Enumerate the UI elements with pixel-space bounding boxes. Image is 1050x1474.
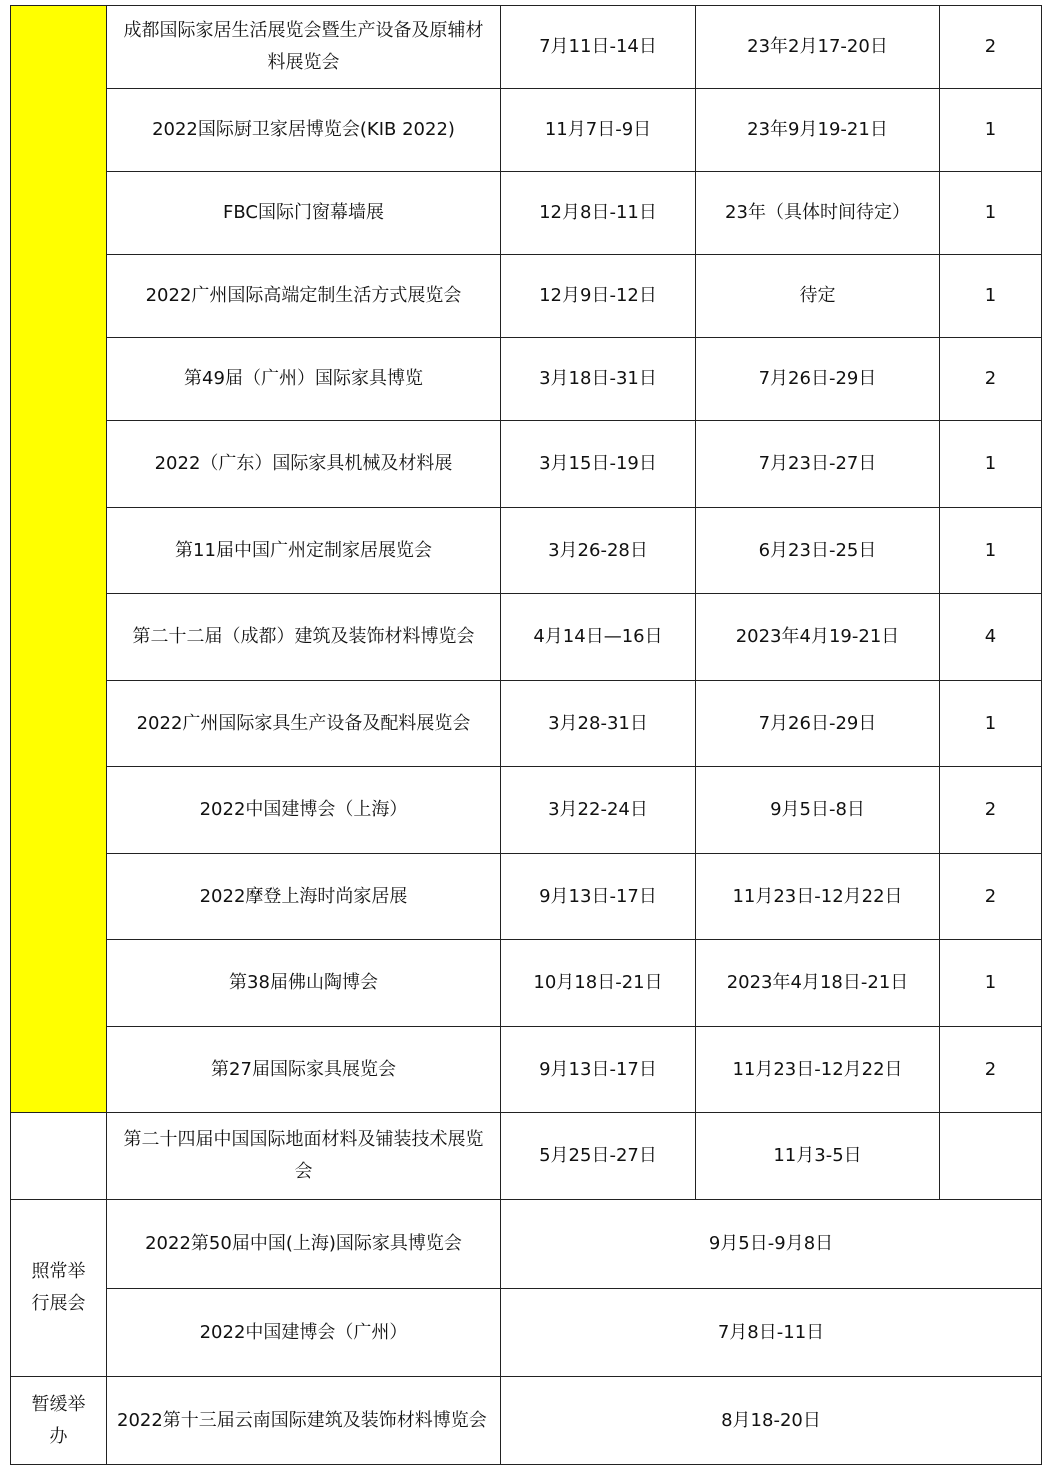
rescheduled-date: 待定 [696, 255, 940, 338]
category-cell-as-scheduled: 照常举行展会 [11, 1200, 107, 1377]
count: 2 [940, 767, 1042, 854]
exhibition-name: 2022广州国际高端定制生活方式展览会 [107, 255, 501, 338]
rescheduled-date: 11月23日-12月22日 [696, 854, 940, 940]
table-row [11, 89, 1042, 172]
table-row [11, 1289, 1042, 1377]
exhibition-name: 第11届中国广州定制家居展览会 [107, 508, 501, 594]
count: 1 [940, 255, 1042, 338]
original-date: 12月9日-12日 [501, 255, 696, 338]
rescheduled-date: 2023年4月19-21日 [696, 594, 940, 681]
table-row [11, 172, 1042, 255]
count: 1 [940, 508, 1042, 594]
original-date: 9月13日-17日 [501, 854, 696, 940]
table-row [11, 1113, 1042, 1200]
original-date: 3月28-31日 [501, 681, 696, 767]
original-date: 3月22-24日 [501, 767, 696, 854]
count: 4 [940, 594, 1042, 681]
rescheduled-date: 23年9月19-21日 [696, 89, 940, 172]
count: 1 [940, 172, 1042, 255]
exhibition-name: 第27届国际家具展览会 [107, 1027, 501, 1113]
count: 2 [940, 854, 1042, 940]
original-date: 4月14日—16日 [501, 594, 696, 681]
exhibition-name: 2022国际厨卫家居博览会(KIB 2022) [107, 89, 501, 172]
exhibition-name: 2022广州国际家具生产设备及配料展览会 [107, 681, 501, 767]
original-date: 11月7日-9日 [501, 89, 696, 172]
rescheduled-date: 23年2月17-20日 [696, 6, 940, 89]
category-cell-postponed [11, 6, 107, 1113]
exhibition-name: 2022中国建博会（广州） [107, 1289, 501, 1377]
original-date: 9月13日-17日 [501, 1027, 696, 1113]
category-cell-suspended: 暂缓举办 [11, 1377, 107, 1465]
exhibition-dates: 8月18-20日 [501, 1377, 1042, 1465]
exhibition-name: 第38届佛山陶博会 [107, 940, 501, 1027]
table-row [11, 508, 1042, 594]
table-row [11, 767, 1042, 854]
exhibition-name: 2022中国建博会（上海） [107, 767, 501, 854]
table-row [11, 854, 1042, 940]
rescheduled-date: 7月23日-27日 [696, 421, 940, 508]
exhibition-name: 2022（广东）国际家具机械及材料展 [107, 421, 501, 508]
table-row [11, 1377, 1042, 1465]
exhibition-dates: 9月5日-9月8日 [501, 1200, 1042, 1289]
count [940, 1113, 1042, 1200]
original-date: 10月18日-21日 [501, 940, 696, 1027]
count: 1 [940, 89, 1042, 172]
rescheduled-date: 7月26日-29日 [696, 338, 940, 421]
exhibition-table [10, 5, 1042, 1465]
exhibition-name: 第二十二届（成都）建筑及装饰材料博览会 [107, 594, 501, 681]
exhibition-name: 第二十四届中国国际地面材料及铺装技术展览会 [107, 1113, 501, 1200]
table-row [11, 1200, 1042, 1289]
rescheduled-date: 9月5日-8日 [696, 767, 940, 854]
exhibition-name: 2022第50届中国(上海)国际家具博览会 [107, 1200, 501, 1289]
exhibition-name: 第49届（广州）国际家具博览 [107, 338, 501, 421]
original-date: 3月26-28日 [501, 508, 696, 594]
original-date: 12月8日-11日 [501, 172, 696, 255]
table-row [11, 6, 1042, 89]
top-edge [0, 0, 1050, 5]
table-row [11, 594, 1042, 681]
rescheduled-date: 23年（具体时间待定） [696, 172, 940, 255]
table-row [11, 255, 1042, 338]
original-date: 5月25日-27日 [501, 1113, 696, 1200]
exhibition-dates: 7月8日-11日 [501, 1289, 1042, 1377]
count: 2 [940, 338, 1042, 421]
table-row [11, 338, 1042, 421]
rescheduled-date: 11月3-5日 [696, 1113, 940, 1200]
table-row [11, 1027, 1042, 1113]
original-date: 3月18日-31日 [501, 338, 696, 421]
count: 1 [940, 681, 1042, 767]
rescheduled-date: 2023年4月18日-21日 [696, 940, 940, 1027]
table-row [11, 940, 1042, 1027]
rescheduled-date: 11月23日-12月22日 [696, 1027, 940, 1113]
exhibition-name: 成都国际家居生活展览会暨生产设备及原辅材料展览会 [107, 6, 501, 89]
count: 1 [940, 421, 1042, 508]
category-cell-blank [11, 1113, 107, 1200]
original-date: 7月11日-14日 [501, 6, 696, 89]
rescheduled-date: 7月26日-29日 [696, 681, 940, 767]
count: 2 [940, 1027, 1042, 1113]
count: 1 [940, 940, 1042, 1027]
exhibition-name: FBC国际门窗幕墙展 [107, 172, 501, 255]
exhibition-name: 2022摩登上海时尚家居展 [107, 854, 501, 940]
rescheduled-date: 6月23日-25日 [696, 508, 940, 594]
count: 2 [940, 6, 1042, 89]
table-row [11, 681, 1042, 767]
original-date: 3月15日-19日 [501, 421, 696, 508]
table-row [11, 421, 1042, 508]
exhibition-name: 2022第十三届云南国际建筑及装饰材料博览会 [107, 1377, 501, 1465]
